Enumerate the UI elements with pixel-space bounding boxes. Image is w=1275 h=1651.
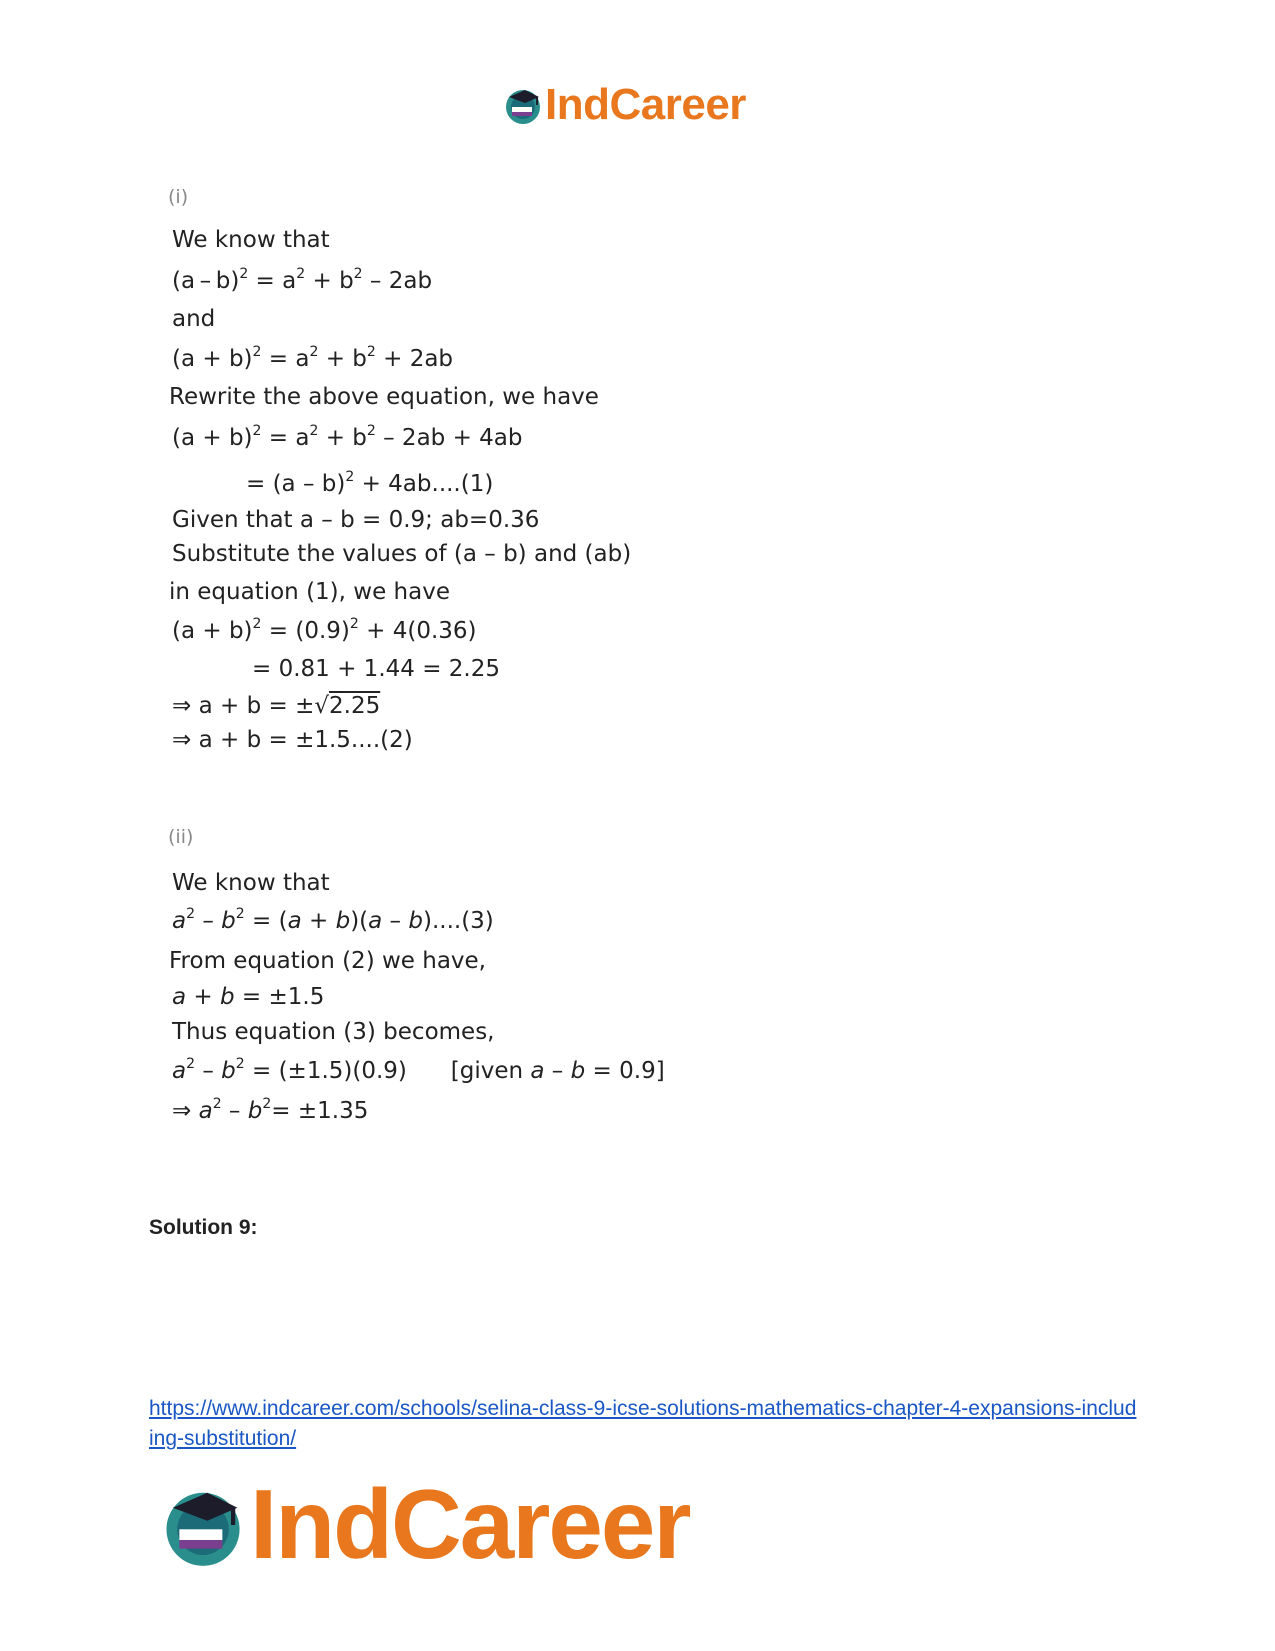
graduation-globe-icon (160, 1482, 246, 1568)
part-i-line-4: $(a + b)^2 = a^2 + b^2 + 2ab$ (172, 344, 454, 372)
part-ii-line-4: a + b = ±1.5 (172, 984, 325, 1010)
part-ii-label: (ii) (168, 826, 194, 848)
part-i-line-13: ⇒ a + b = ±√2.25 (172, 693, 381, 719)
part-i-line-8: Given that a – b = 0.9; ab=0.36 (172, 507, 540, 533)
part-ii-line-5: Thus equation (3) becomes, (172, 1019, 495, 1045)
brand-wordmark: IndCareer (250, 1469, 690, 1579)
part-ii-line-3: From equation (2) we have, (169, 948, 486, 974)
part-i-label: (i) (168, 186, 189, 208)
part-ii-line-1: We know that (172, 870, 330, 896)
source-url-link[interactable]: https://www.indcareer.com/schools/selina-class-9-icse-solutions-mathematics-chapter-4-expansions-including-substitution/ (149, 1397, 1137, 1450)
part-i-line-7: = (a – b)$^2$ + 4ab....(1) (246, 469, 494, 497)
part-ii-line-6: $a^2 - b^2 = (\pm 1.5)(0.9)$ [given a – b = 0.9] (172, 1056, 665, 1084)
part-i-line-12: = 0.81 + 1.44 = 2.25 (252, 656, 501, 682)
part-i-line-9: Substitute the values of (a – b) and (ab) (172, 541, 632, 567)
indcareer-logo-top[interactable] (503, 80, 746, 130)
indcareer-logo-bottom[interactable] (160, 1468, 690, 1581)
graduation-globe-icon (503, 85, 543, 125)
part-i-line-3: and (172, 306, 216, 332)
solution-9-heading: Solution 9: (149, 1216, 258, 1239)
part-ii-line-7: ⇒ $a^2 - b^2= \pm 1.35$ (172, 1096, 369, 1124)
part-i-line-14: ⇒ a + b = ±1.5....(2) (172, 727, 413, 753)
part-ii-line-2: $a^2 - b^2 = (a + b)(a - b)....(3)$ (172, 906, 494, 934)
part-i-line-11: $(a + b)^2 = (0.9)^2 + 4(0.36)$ (172, 616, 477, 644)
part-i-line-10: in equation (1), we have (169, 579, 450, 605)
part-i-line-6: $(a + b)^2 = a^2 + b^2 - 2ab + 4ab$ (172, 423, 523, 451)
brand-wordmark: IndCareer (545, 80, 746, 129)
part-i-line-2: $(a - b)^2 = a^2 + b^2 - 2ab$ (172, 266, 433, 294)
part-i-line-1: We know that (172, 227, 330, 253)
part-i-line-5: Rewrite the above equation, we have (169, 384, 599, 410)
